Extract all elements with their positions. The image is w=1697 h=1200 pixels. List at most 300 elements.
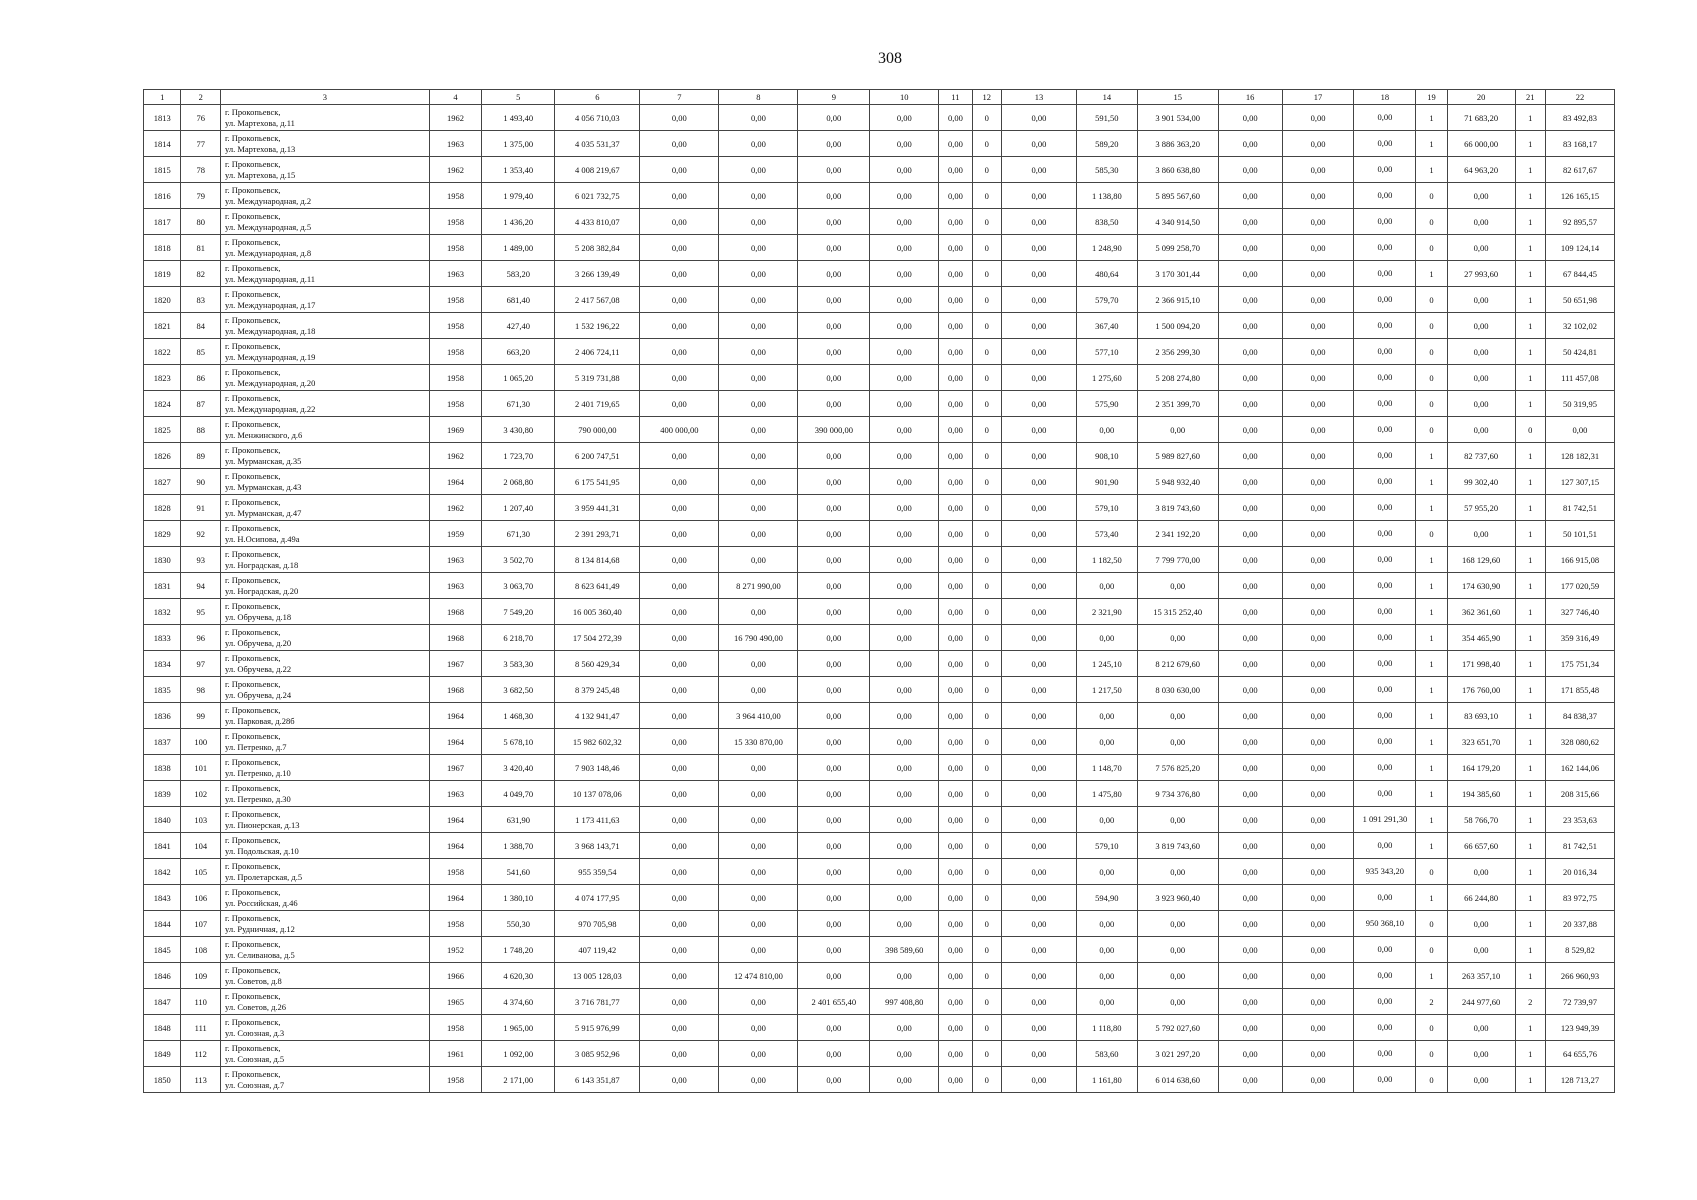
table-cell: 0,00	[719, 131, 798, 157]
table-cell: 1	[1515, 599, 1545, 625]
table-cell: 0,00	[939, 365, 972, 391]
table-cell: 82 617,67	[1545, 157, 1614, 183]
table-cell: 1830	[144, 547, 181, 573]
table-cell: 0,00	[798, 105, 870, 131]
table-cell: 0	[972, 1067, 1001, 1093]
table-row	[144, 235, 1615, 261]
table-cell: 3 085 952,96	[555, 1041, 640, 1067]
table-cell: 0,00	[1137, 703, 1218, 729]
table-cell: 50 319,95	[1545, 391, 1614, 417]
table-cell: 112	[181, 1041, 221, 1067]
table-cell: 0,00	[1001, 989, 1076, 1015]
table-cell: 1958	[429, 183, 482, 209]
table-cell: 0,00	[1218, 599, 1282, 625]
table-cell: 0,00	[640, 885, 719, 911]
table-cell: 1965	[429, 989, 482, 1015]
table-cell: 1958	[429, 911, 482, 937]
table-cell: 3 266 139,49	[555, 261, 640, 287]
table-cell: 1	[1515, 235, 1545, 261]
table-cell: 0,00	[719, 521, 798, 547]
table-cell: 1	[1515, 703, 1545, 729]
table-cell: 0,00	[1354, 105, 1416, 131]
table-cell: 0,00	[1218, 157, 1282, 183]
table-cell: 0,00	[640, 183, 719, 209]
address-city: г. Прокопьевск,	[224, 314, 281, 325]
table-cell: 0,00	[798, 339, 870, 365]
table-cell: 0,00	[1282, 807, 1354, 833]
table-cell: 0	[1416, 209, 1447, 235]
table-cell: 390 000,00	[798, 417, 870, 443]
table-cell: 0,00	[640, 469, 719, 495]
address-cell	[220, 547, 429, 573]
table-row	[144, 287, 1615, 313]
table-cell: 0,00	[1076, 703, 1137, 729]
table-cell: 1	[1416, 885, 1447, 911]
address-street: ул. Менжинского, д.6	[224, 429, 303, 440]
table-cell: 1952	[429, 937, 482, 963]
table-cell: 1	[1416, 599, 1447, 625]
address-city: г. Прокопьевск,	[224, 470, 281, 481]
table-row	[144, 131, 1615, 157]
table-cell: 0	[1416, 1067, 1447, 1093]
table-cell: 0,00	[719, 391, 798, 417]
table-cell: 0,00	[1218, 989, 1282, 1015]
table-cell: 0,00	[798, 469, 870, 495]
table-cell: 583,20	[482, 261, 555, 287]
table-cell: 0,00	[1001, 625, 1076, 651]
address-city: г. Прокопьевск,	[224, 626, 281, 637]
table-cell: 0,00	[640, 651, 719, 677]
table-cell: 0,00	[719, 443, 798, 469]
table-cell: 1	[1416, 157, 1447, 183]
table-cell: 20 016,34	[1545, 859, 1614, 885]
table-cell: 0,00	[640, 677, 719, 703]
column-header: 12	[972, 90, 1001, 105]
table-cell: 908,10	[1076, 443, 1137, 469]
address-cell	[220, 781, 429, 807]
address-street: ул. Международная, д.18	[224, 325, 316, 336]
table-cell: 0,00	[640, 261, 719, 287]
table-cell: 1	[1515, 521, 1545, 547]
table-cell: 0,00	[939, 573, 972, 599]
table-cell: 0,00	[798, 807, 870, 833]
column-header: 21	[1515, 90, 1545, 105]
table-cell: 0,00	[870, 209, 939, 235]
table-cell: 0,00	[1354, 235, 1416, 261]
address-city: г. Прокопьевск,	[224, 886, 281, 897]
table-cell: 72 739,97	[1545, 989, 1614, 1015]
table-cell: 3 819 743,60	[1137, 495, 1218, 521]
table-cell: 0,00	[1137, 573, 1218, 599]
table-cell: 208 315,66	[1545, 781, 1614, 807]
table-cell: 0	[972, 729, 1001, 755]
address-street: ул. Мартехова, д.15	[224, 169, 296, 180]
table-cell: 108	[181, 937, 221, 963]
table-cell: 2 366 915,10	[1137, 287, 1218, 313]
column-header: 17	[1282, 90, 1354, 105]
table-cell: 0,00	[870, 313, 939, 339]
table-cell: 0,00	[939, 911, 972, 937]
table-cell: 950 368,10	[1354, 911, 1416, 937]
table-cell: 0,00	[1354, 183, 1416, 209]
table-cell: 480,64	[1076, 261, 1137, 287]
table-cell: 1	[1515, 157, 1545, 183]
table-cell: 0,00	[939, 391, 972, 417]
table-cell: 1	[1416, 677, 1447, 703]
table-cell: 127 307,15	[1545, 469, 1614, 495]
table-cell: 1	[1515, 469, 1545, 495]
table-cell: 8 623 641,49	[555, 573, 640, 599]
table-cell: 1 489,00	[482, 235, 555, 261]
table-cell: 0,00	[1218, 781, 1282, 807]
table-cell: 0	[1416, 365, 1447, 391]
table-cell: 0	[1416, 313, 1447, 339]
table-cell: 0,00	[1447, 183, 1515, 209]
table-cell: 1 380,10	[482, 885, 555, 911]
table-cell: 1829	[144, 521, 181, 547]
table-cell: 681,40	[482, 287, 555, 313]
table-cell: 6 175 541,95	[555, 469, 640, 495]
table-cell: 4 433 810,07	[555, 209, 640, 235]
table-cell: 1844	[144, 911, 181, 937]
table-cell: 16 790 490,00	[719, 625, 798, 651]
table-cell: 0,00	[640, 547, 719, 573]
table-cell: 1967	[429, 755, 482, 781]
table-cell: 0,00	[719, 209, 798, 235]
table-cell: 5 792 027,60	[1137, 1015, 1218, 1041]
table-cell: 83 972,75	[1545, 885, 1614, 911]
table-cell: 1963	[429, 573, 482, 599]
table-cell: 113	[181, 1067, 221, 1093]
table-cell: 244 977,60	[1447, 989, 1515, 1015]
table-cell: 0,00	[870, 1067, 939, 1093]
table-cell: 13 005 128,03	[555, 963, 640, 989]
table-cell: 7 549,20	[482, 599, 555, 625]
table-cell: 0	[972, 963, 1001, 989]
table-cell: 0,00	[719, 807, 798, 833]
table-cell: 1	[1416, 131, 1447, 157]
table-cell: 1963	[429, 261, 482, 287]
table-cell: 0,00	[870, 183, 939, 209]
table-cell: 0,00	[1447, 365, 1515, 391]
table-cell: 0,00	[1282, 521, 1354, 547]
address-street: ул. Селиванова, д.5	[224, 949, 295, 960]
column-header: 2	[181, 90, 221, 105]
table-cell: 1	[1416, 105, 1447, 131]
table-cell: 0,00	[939, 443, 972, 469]
table-cell: 0,00	[1001, 391, 1076, 417]
table-cell: 1963	[429, 131, 482, 157]
table-cell: 0,00	[719, 833, 798, 859]
table-cell: 0	[972, 625, 1001, 651]
table-cell: 176 760,00	[1447, 677, 1515, 703]
table-cell: 0,00	[798, 1041, 870, 1067]
table-cell: 95	[181, 599, 221, 625]
address-street: ул. Ноградская, д.20	[224, 585, 299, 596]
table-cell: 3 420,40	[482, 755, 555, 781]
address-cell	[220, 339, 429, 365]
table-row	[144, 1041, 1615, 1067]
table-cell: 71 683,20	[1447, 105, 1515, 131]
table-cell: 0,00	[1137, 989, 1218, 1015]
table-cell: 0,00	[798, 651, 870, 677]
table-cell: 2 406 724,11	[555, 339, 640, 365]
table-cell: 0,00	[1282, 547, 1354, 573]
address-city: г. Прокопьевск,	[224, 912, 281, 923]
table-cell: 0,00	[1282, 625, 1354, 651]
address-cell	[220, 105, 429, 131]
table-cell: 0,00	[640, 989, 719, 1015]
table-cell: 8 529,82	[1545, 937, 1614, 963]
table-cell: 0	[972, 599, 1001, 625]
table-cell: 175 751,34	[1545, 651, 1614, 677]
table-cell: 0,00	[1076, 963, 1137, 989]
address-street: ул. Международная, д.2	[224, 195, 312, 206]
table-cell: 0,00	[1137, 625, 1218, 651]
table-cell: 0,00	[1354, 1041, 1416, 1067]
table-cell: 5 208 274,80	[1137, 365, 1218, 391]
table-cell: 0,00	[1447, 937, 1515, 963]
table-cell: 594,90	[1076, 885, 1137, 911]
table-cell: 3 923 960,40	[1137, 885, 1218, 911]
table-cell: 0,00	[1447, 911, 1515, 937]
table-cell: 0,00	[1001, 417, 1076, 443]
table-cell: 0,00	[1282, 105, 1354, 131]
table-cell: 0,00	[1282, 183, 1354, 209]
table-cell: 0,00	[870, 703, 939, 729]
table-cell: 0,00	[1282, 677, 1354, 703]
table-cell: 0,00	[798, 521, 870, 547]
table-cell: 171 855,48	[1545, 677, 1614, 703]
table-cell: 0,00	[870, 625, 939, 651]
table-cell: 0,00	[939, 599, 972, 625]
table-cell: 50 424,81	[1545, 339, 1614, 365]
table-cell: 1	[1515, 677, 1545, 703]
column-header: 16	[1218, 90, 1282, 105]
table-cell: 0,00	[798, 625, 870, 651]
address-city: г. Прокопьевск,	[224, 704, 281, 715]
table-cell: 0,00	[719, 235, 798, 261]
address-cell	[220, 287, 429, 313]
table-cell: 579,70	[1076, 287, 1137, 313]
table-cell: 1 161,80	[1076, 1067, 1137, 1093]
table-cell: 0,00	[798, 235, 870, 261]
table-cell: 1 138,80	[1076, 183, 1137, 209]
table-cell: 0,00	[1282, 859, 1354, 885]
table-cell: 87	[181, 391, 221, 417]
table-cell: 128 713,27	[1545, 1067, 1614, 1093]
table-cell: 0,00	[640, 573, 719, 599]
table-cell: 0,00	[1447, 1067, 1515, 1093]
address-cell	[220, 755, 429, 781]
table-cell: 0,00	[939, 963, 972, 989]
table-cell: 1	[1416, 807, 1447, 833]
table-cell: 0,00	[798, 209, 870, 235]
table-cell: 1817	[144, 209, 181, 235]
table-cell: 5 989 827,60	[1137, 443, 1218, 469]
table-cell: 92	[181, 521, 221, 547]
column-header: 3	[220, 90, 429, 105]
table-cell: 1966	[429, 963, 482, 989]
table-cell: 0,00	[1354, 1067, 1416, 1093]
table-cell: 0,00	[1137, 911, 1218, 937]
address-city: г. Прокопьевск,	[224, 730, 281, 741]
table-cell: 1 065,20	[482, 365, 555, 391]
table-cell: 111 457,08	[1545, 365, 1614, 391]
table-cell: 0,00	[1001, 599, 1076, 625]
address-street: ул. Обручева, д.20	[224, 637, 292, 648]
table-row	[144, 365, 1615, 391]
table-cell: 0,00	[719, 287, 798, 313]
table-cell: 0,00	[1354, 885, 1416, 911]
table-cell: 1	[1515, 443, 1545, 469]
table-cell: 3 021 297,20	[1137, 1041, 1218, 1067]
table-cell: 123 949,39	[1545, 1015, 1614, 1041]
table-cell: 0,00	[870, 443, 939, 469]
table-cell: 0,00	[939, 521, 972, 547]
address-street: ул. Н.Осипова, д.49а	[224, 533, 300, 544]
table-cell: 0,00	[719, 469, 798, 495]
table-cell: 2 341 192,20	[1137, 521, 1218, 547]
table-cell: 0,00	[798, 391, 870, 417]
table-cell: 573,40	[1076, 521, 1137, 547]
table-cell: 0,00	[1354, 417, 1416, 443]
table-cell: 0,00	[640, 339, 719, 365]
table-cell: 0,00	[640, 521, 719, 547]
table-cell: 0,00	[939, 859, 972, 885]
address-street: ул. Международная, д.22	[224, 403, 316, 414]
table-cell: 0,00	[870, 781, 939, 807]
table-cell: 0,00	[1354, 287, 1416, 313]
table-cell: 164 179,20	[1447, 755, 1515, 781]
table-cell: 0,00	[1218, 391, 1282, 417]
table-cell: 407 119,42	[555, 937, 640, 963]
table-cell: 4 374,60	[482, 989, 555, 1015]
table-cell: 1	[1416, 443, 1447, 469]
table-cell: 1	[1515, 755, 1545, 781]
table-cell: 354 465,90	[1447, 625, 1515, 651]
table-cell: 1	[1515, 937, 1545, 963]
table-cell: 8 560 429,34	[555, 651, 640, 677]
table-cell: 0,00	[1282, 937, 1354, 963]
table-cell: 362 361,60	[1447, 599, 1515, 625]
table-cell: 1846	[144, 963, 181, 989]
address-cell	[220, 391, 429, 417]
table-cell: 1 475,80	[1076, 781, 1137, 807]
table-cell: 8 379 245,48	[555, 677, 640, 703]
table-cell: 2 401 655,40	[798, 989, 870, 1015]
table-cell: 0,00	[1001, 1041, 1076, 1067]
table-cell: 585,30	[1076, 157, 1137, 183]
address-cell	[220, 833, 429, 859]
table-row	[144, 573, 1615, 599]
table-cell: 0,00	[1001, 807, 1076, 833]
table-cell: 0,00	[1354, 443, 1416, 469]
table-cell: 92 895,57	[1545, 209, 1614, 235]
table-cell: 1958	[429, 287, 482, 313]
address-cell	[220, 703, 429, 729]
table-cell: 1962	[429, 495, 482, 521]
address-city: г. Прокопьевск,	[224, 964, 281, 975]
table-cell: 4 008 219,67	[555, 157, 640, 183]
table-cell: 0	[1416, 1041, 1447, 1067]
table-cell: 0,00	[1218, 521, 1282, 547]
table-cell: 589,20	[1076, 131, 1137, 157]
table-cell: 0,00	[798, 443, 870, 469]
column-header: 1	[144, 90, 181, 105]
table-cell: 0,00	[1354, 131, 1416, 157]
table-cell: 0,00	[1354, 313, 1416, 339]
table-cell: 0,00	[798, 261, 870, 287]
table-cell: 90	[181, 469, 221, 495]
address-city: г. Прокопьевск,	[224, 210, 281, 221]
table-cell: 50 651,98	[1545, 287, 1614, 313]
column-header: 10	[870, 90, 939, 105]
column-header: 20	[1447, 90, 1515, 105]
address-street: ул. Петренко, д.10	[224, 767, 291, 778]
address-cell	[220, 235, 429, 261]
address-cell	[220, 937, 429, 963]
address-street: ул. Международная, д.5	[224, 221, 312, 232]
table-cell: 0,00	[640, 937, 719, 963]
table-cell: 1 436,20	[482, 209, 555, 235]
table-row	[144, 183, 1615, 209]
address-cell	[220, 573, 429, 599]
table-cell: 266 960,93	[1545, 963, 1614, 989]
address-city: г. Прокопьевск,	[224, 262, 281, 273]
table-cell: 1834	[144, 651, 181, 677]
table-cell: 84	[181, 313, 221, 339]
table-cell: 1968	[429, 677, 482, 703]
address-cell	[220, 157, 429, 183]
table-cell: 0,00	[1447, 209, 1515, 235]
table-cell: 579,10	[1076, 833, 1137, 859]
table-cell: 1	[1416, 547, 1447, 573]
table-cell: 970 705,98	[555, 911, 640, 937]
address-street: ул. Обручева, д.18	[224, 611, 292, 622]
table-cell: 66 244,80	[1447, 885, 1515, 911]
table-cell: 1840	[144, 807, 181, 833]
table-cell: 8 271 990,00	[719, 573, 798, 599]
table-cell: 8 212 679,60	[1137, 651, 1218, 677]
table-cell: 111	[181, 1015, 221, 1041]
table-cell: 27 993,60	[1447, 261, 1515, 287]
table-cell: 1815	[144, 157, 181, 183]
address-cell	[220, 495, 429, 521]
table-cell: 1	[1515, 261, 1545, 287]
table-cell: 5 099 258,70	[1137, 235, 1218, 261]
table-cell: 0,00	[939, 651, 972, 677]
table-cell: 1	[1515, 885, 1545, 911]
table-cell: 0,00	[798, 365, 870, 391]
address-street: ул. Союзная, д.5	[224, 1053, 285, 1064]
table-cell: 0,00	[870, 807, 939, 833]
address-cell	[220, 1067, 429, 1093]
table-cell: 0,00	[1282, 339, 1354, 365]
table-cell: 398 589,60	[870, 937, 939, 963]
table-cell: 0,00	[939, 833, 972, 859]
table-row	[144, 625, 1615, 651]
table-cell: 0,00	[870, 833, 939, 859]
table-cell: 83 168,17	[1545, 131, 1614, 157]
table-cell: 66 657,60	[1447, 833, 1515, 859]
table-cell: 1963	[429, 781, 482, 807]
address-street: ул. Обручева, д.24	[224, 689, 292, 700]
table-cell: 0	[972, 365, 1001, 391]
table-cell: 1	[1416, 703, 1447, 729]
table-cell: 0,00	[719, 261, 798, 287]
table-cell: 0,00	[870, 1015, 939, 1041]
